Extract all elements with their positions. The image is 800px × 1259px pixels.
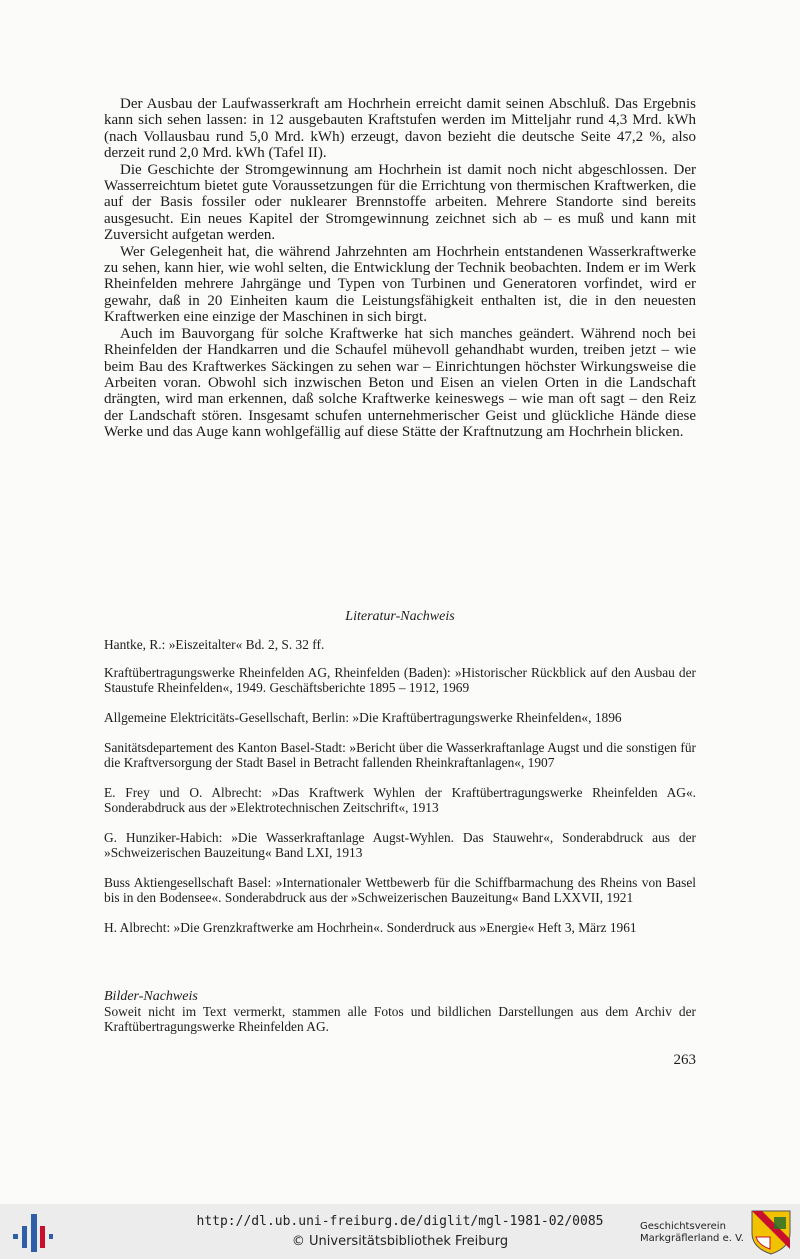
reference-item: Sanitätsdepartement des Kanton Basel-Stadt: »Bericht über die Wasserkraftanlage Augst und die sonstigen für die Kraftversorgung der Stadt Basel in Betracht fallenden Rheinkraftanlagen«, 1907: [104, 740, 696, 770]
copyright-text: © Universitätsbibliothek Freiburg: [291, 1234, 509, 1249]
source-url-link[interactable]: http://dl.ub.uni-freiburg.de/diglit/mgl-1981-02/0085: [196, 1214, 604, 1229]
reference-item: Allgemeine Elektricitäts-Gesellschaft, Berlin: »Die Kraftübertragungswerke Rheinfelden«, 1896: [104, 710, 622, 725]
page-number: 263: [673, 1052, 696, 1068]
reference-item: G. Hunziker-Habich: »Die Wasserkraftanlage Augst-Wyhlen. Das Stauwehr«, Sonderabdruck aus der »Schweizerischen Bauzeitung« Band LXI, 1913: [104, 830, 696, 860]
society-name-line: Markgräflerland e. V.: [640, 1233, 744, 1244]
reference-list: [104, 637, 696, 950]
body-paragraph: Auch im Bauvorgang für solche Kraftwerke hat sich manches geändert. Während noch bei Rheinfelden der Handkarren und die Schaufel mühevoll gehandhabt wurden, treiben jetzt – wie beim Bau des Kraftwerkes Säckingen zu sehen war – Einrichtungen höchster Wirkungsweise die Arbeiten voran. Obwohl sich inzwischen Beton und Eisen an vielen Orten in die Landschaft drängten, wird man erkennen, daß solche Kraftwerke keineswegs – wie man oft sagt – den Reiz der Landschaft stören. Insgesamt schufen unternehmerischer Geist und glückliche Hände diese Werke und das Auge kann wohlgefällig auf diese Stätte der Kraftnutzung am Hochrhein blicken.: [104, 325, 696, 441]
reference-item: Hantke, R.: »Eiszeitalter« Bd. 2, S. 32 ff.: [104, 637, 325, 652]
reference-item: E. Frey und O. Albrecht: »Das Kraftwerk Wyhlen der Kraftübertragungswerke Rheinfelden AG«. Sonderabdruck aus der »Elektrotechnischen Zeitschrift«, 1913: [104, 785, 696, 815]
coat-of-arms-icon[interactable]: [750, 1209, 792, 1255]
literature-heading: Literatur-Nachweis: [345, 609, 455, 624]
reference-item: Buss Aktiengesellschaft Basel: »Internationaler Wettbewerb für die Schiffbarmachung des Rheins von Basel bis in den Bodensee«. Sonderabdruck aus der »Schweizerischen Bauzeitung« Band LXXVII, 1921: [104, 875, 696, 905]
footer-bar: [0, 1204, 800, 1259]
society-name[interactable]: [640, 1221, 748, 1245]
reference-item: H. Albrecht: »Die Grenzkraftwerke am Hochrhein«. Sonderdruck aus »Energie« Heft 3, März 1961: [104, 920, 637, 935]
society-name-line: Geschichtsverein: [640, 1221, 726, 1232]
body-paragraph: Der Ausbau der Laufwasserkraft am Hochrhein erreicht damit seinen Abschluß. Das Ergebnis kann sich sehen lassen: in 12 ausgebauten Kraftstufen werden im Mitteljahr rund 4,3 Mrd. kWh (nach Vollausbau rund 5,0 Mrd. kWh) erzeugt, davon bezieht die deutsche Seite 47,2 %, also derzeit rund 2,0 Mrd. kWh (Tafel II).: [104, 96, 696, 162]
body-text: [104, 96, 696, 441]
reference-item: Kraftübertragungswerke Rheinfelden AG, Rheinfelden (Baden): »Historischer Rückblick auf den Ausbau der Staustufe Rheinfelden«, 1949. Geschäftsberichte 1895 – 1912, 1969: [104, 665, 696, 695]
body-paragraph: Wer Gelegenheit hat, die während Jahrzehnten am Hochrhein entstandenen Wasserkraftwerke zu sehen, kann hier, wie wohl selten, die Entwicklung der Technik beobachten. Indem er im Werk Rheinfelden mehrere Jahrgänge und Typen von Turbinen und Generatoren vorfindet, wird er gewahr, daß in 20 Einheiten kaum die Leistungsfähigkeit enthalten ist, die in den neuesten Kraftwerken eine einzige der Maschinen in sich birgt.: [104, 243, 696, 326]
pictures-heading: Bilder-Nachweis: [104, 989, 198, 1004]
body-paragraph: Die Geschichte der Stromgewinnung am Hochrhein ist damit noch nicht abgeschlossen. Der Wasserreichtum bietet gute Voraussetzungen für die Errichtung von thermischen Kraftwerken, die auf der Basis fossiler oder nuklearer Brennstoffe arbeiten. Mehrere Standorte sind bereits ausgesucht. Ein neues Kapitel der Stromgewinnung zeichnet sich ab – es muß und kann mit Zuversicht aufgetan werden.: [104, 161, 696, 244]
pictures-credit-text: Soweit nicht im Text vermerkt, stammen alle Fotos und bildlichen Darstellungen aus dem Archiv der Kraftübertragungswerke Rheinfelden AG.: [104, 1004, 696, 1034]
